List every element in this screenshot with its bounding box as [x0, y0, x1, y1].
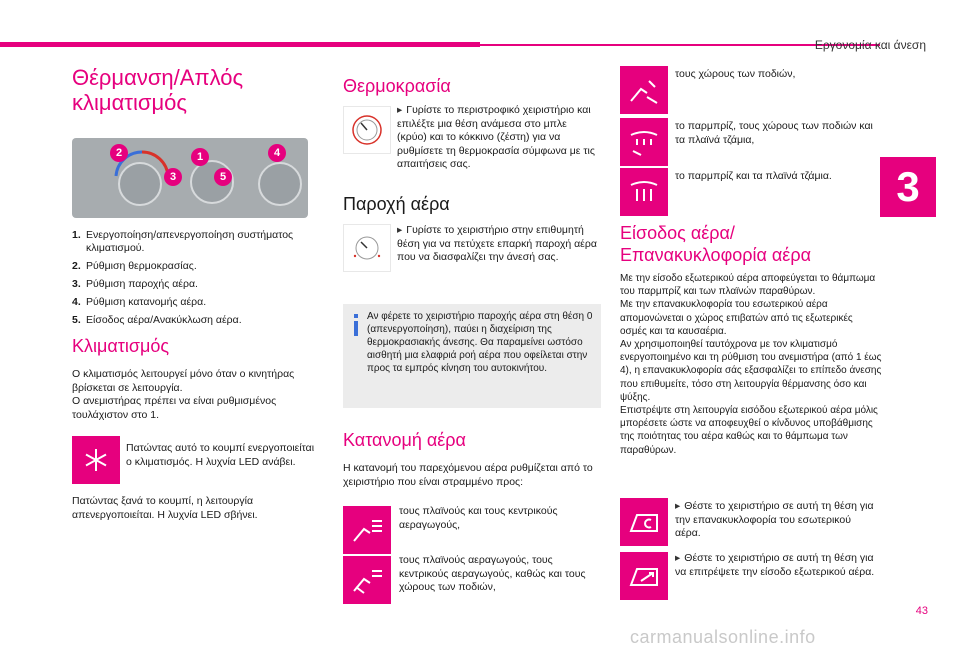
- dist-item-3: τους χώρους των ποδιών,: [675, 68, 796, 80]
- header-accent-bar: [0, 42, 480, 47]
- chapter-tab: 3: [880, 157, 936, 217]
- callout-2: 2: [110, 144, 128, 162]
- info-box: [343, 304, 601, 408]
- distribution-text: Η κατανομή του παρεχόμενου αέρα ρυθμίζεται από το χειριστήριο που είναι στραμμένο προς:: [343, 462, 593, 488]
- callout-3: 3: [164, 168, 182, 186]
- temperature-dial-icon: [343, 106, 391, 154]
- dist-item-5: το παρμπρίζ και τα πλαϊνά τζάμια.: [675, 170, 832, 182]
- temperature-text: ▸ Γυρίστε το περιστροφικό χειριστήριο και επιλέξτε μια θέση ανάμεσα στο μπλε (κρύο) και το κόκκινο (ζέστη) για να ρυθμίσετε τη θερμοκρασία σύμφωνα με τις απαιτήσεις σας.: [397, 104, 595, 170]
- defrost-icon: [620, 168, 668, 216]
- recirculation-icon: [620, 498, 668, 546]
- vent-face-feet-icon: [343, 556, 391, 604]
- climate-panel-illustration: [72, 138, 308, 218]
- list-item: 1. Ενεργοποίηση/απενεργοποίηση συστήματος κλιματισμού.: [72, 229, 294, 254]
- fan-dial-icon: [343, 224, 391, 272]
- ac-paragraph: Ο κλιματισμός λειτουργεί μόνο όταν ο κινητήρας βρίσκεται σε λειτουργία. Ο ανεμιστήρας πρέπει να είναι ρυθμισμένος τουλάχιστον στο 1.: [72, 368, 295, 421]
- recirculation-text: ▸ Θέστε το χειριστήριο σε αυτή τη θέση για την επανακυκλοφορία του εσωτερικού αέρα.: [675, 500, 874, 539]
- airflow-text: ▸ Γυρίστε το χειριστήριο στην επιθυμητή θέση για να πετύχετε επαρκή παροχή αέρα που να διασφαλίζει την άνεσή σας.: [397, 224, 597, 263]
- vent-face-icon: [343, 506, 391, 554]
- vent-windshield-feet-icon: [620, 118, 668, 166]
- ac-button-icon: [72, 436, 120, 484]
- fresh-air-text: ▸ Θέστε το χειριστήριο σε αυτή τη θέση για να επιτρέψετε την είσοδο εξωτερικού αέρα.: [675, 552, 875, 578]
- ac-heading: Κλιματισμός: [72, 336, 170, 356]
- distribution-heading: Κατανομή αέρα: [343, 430, 466, 450]
- ac-off-text: Πατώντας ξανά το κουμπί, η λειτουργία απενεργοποιείται. Η λυχνία LED σβήνει.: [72, 495, 258, 521]
- page-number: 43: [915, 605, 928, 617]
- list-item: 5. Είσοδος αέρα/Ανακύκλωση αέρα.: [72, 314, 242, 326]
- list-item: 3. Ρύθμιση παροχής αέρα.: [72, 278, 198, 290]
- list-item: 2. Ρύθμιση θερμοκρασίας.: [72, 260, 197, 272]
- section-title: Εργονομία και άνεση: [814, 38, 926, 52]
- callout-1: 1: [191, 148, 209, 166]
- info-text: Αν φέρετε το χειριστήριο παροχής αέρα στη θέση 0 (απενεργοποίηση), παύει η διαχείριση της θερμοκρασιακής άνεσης. Θα παραμείνει ωστόσο αισθητή μια ελαφριά ροή αέρα που οφείλεται στην πρoς τα εμπρός κίνηση του αυτοκινήτου.: [367, 311, 593, 374]
- intake-paragraph: Με την είσοδο εξωτερικού αέρα αποφεύγεται το θάμπωμα του παρμπρίζ και των πλαϊνών παραθύρων. Με την επανακυκλοφορία του εσωτερικού αέρα απομονώνεται ο χώρος επιβατών από τις εξωτερικές οσμές και τα καυσαέρια. Αν χρησιμοποιηθεί ταυτόχρονα με τον κλιματισμό ενεργοποιημένο και τη ρύθμιση του ανεμιστήρα (από 1 έως 4), η επανακυκλοφορία σάς εξασφαλίζει το επίπεδο άνεσης που επιθυμείτε, τόσο στη λειτουργία θέρμανσης όσο και ψύξης. Επιστρέψτε στη λειτουργία εισόδου εξωτερικού αέρα μόλις μπορέσετε ώστε να αποφευχθεί ο κίνδυνος υποβάθμισης της ποιότητας του αέρα καθώς και το θάμπωμα των παραθύρων.: [620, 273, 882, 456]
- list-item: 4. Ρύθμιση κατανομής αέρα.: [72, 296, 207, 308]
- callout-4: 4: [268, 144, 286, 162]
- dist-item-2: τους πλαϊνούς αεραγωγούς, τους κεντρικούς αεραγωγούς, καθώς και τους χώρους των ποδιών,: [399, 554, 586, 593]
- info-icon: [351, 314, 361, 336]
- fresh-air-icon: [620, 552, 668, 600]
- vent-feet-icon: [620, 66, 668, 114]
- page-title: Θέρμανση/Απλός κλιματισμός: [72, 65, 244, 115]
- dist-item-1: τους πλαϊνούς και τους κεντρικούς αεραγωγούς,: [399, 505, 558, 531]
- controls-list: [72, 229, 310, 332]
- watermark: carmanualsonline.info: [630, 627, 816, 647]
- intake-heading: Είσοδος αέρα/ Επανακυκλοφορία αέρα: [620, 223, 811, 265]
- callout-5: 5: [214, 168, 232, 186]
- temperature-heading: Θερμοκρασία: [343, 76, 451, 96]
- ac-button-text: Πατώντας αυτό το κουμπί ενεργοποιείται ο κλιματισμός. Η λυχνία LED ανάβει.: [126, 442, 315, 468]
- dist-item-4: το παρμπρίζ, τους χώρους των ποδιών και τα πλαϊνά τζάμια,: [675, 120, 873, 146]
- distribution-knob: [258, 162, 302, 206]
- airflow-heading: Παροχή αέρα: [343, 194, 450, 214]
